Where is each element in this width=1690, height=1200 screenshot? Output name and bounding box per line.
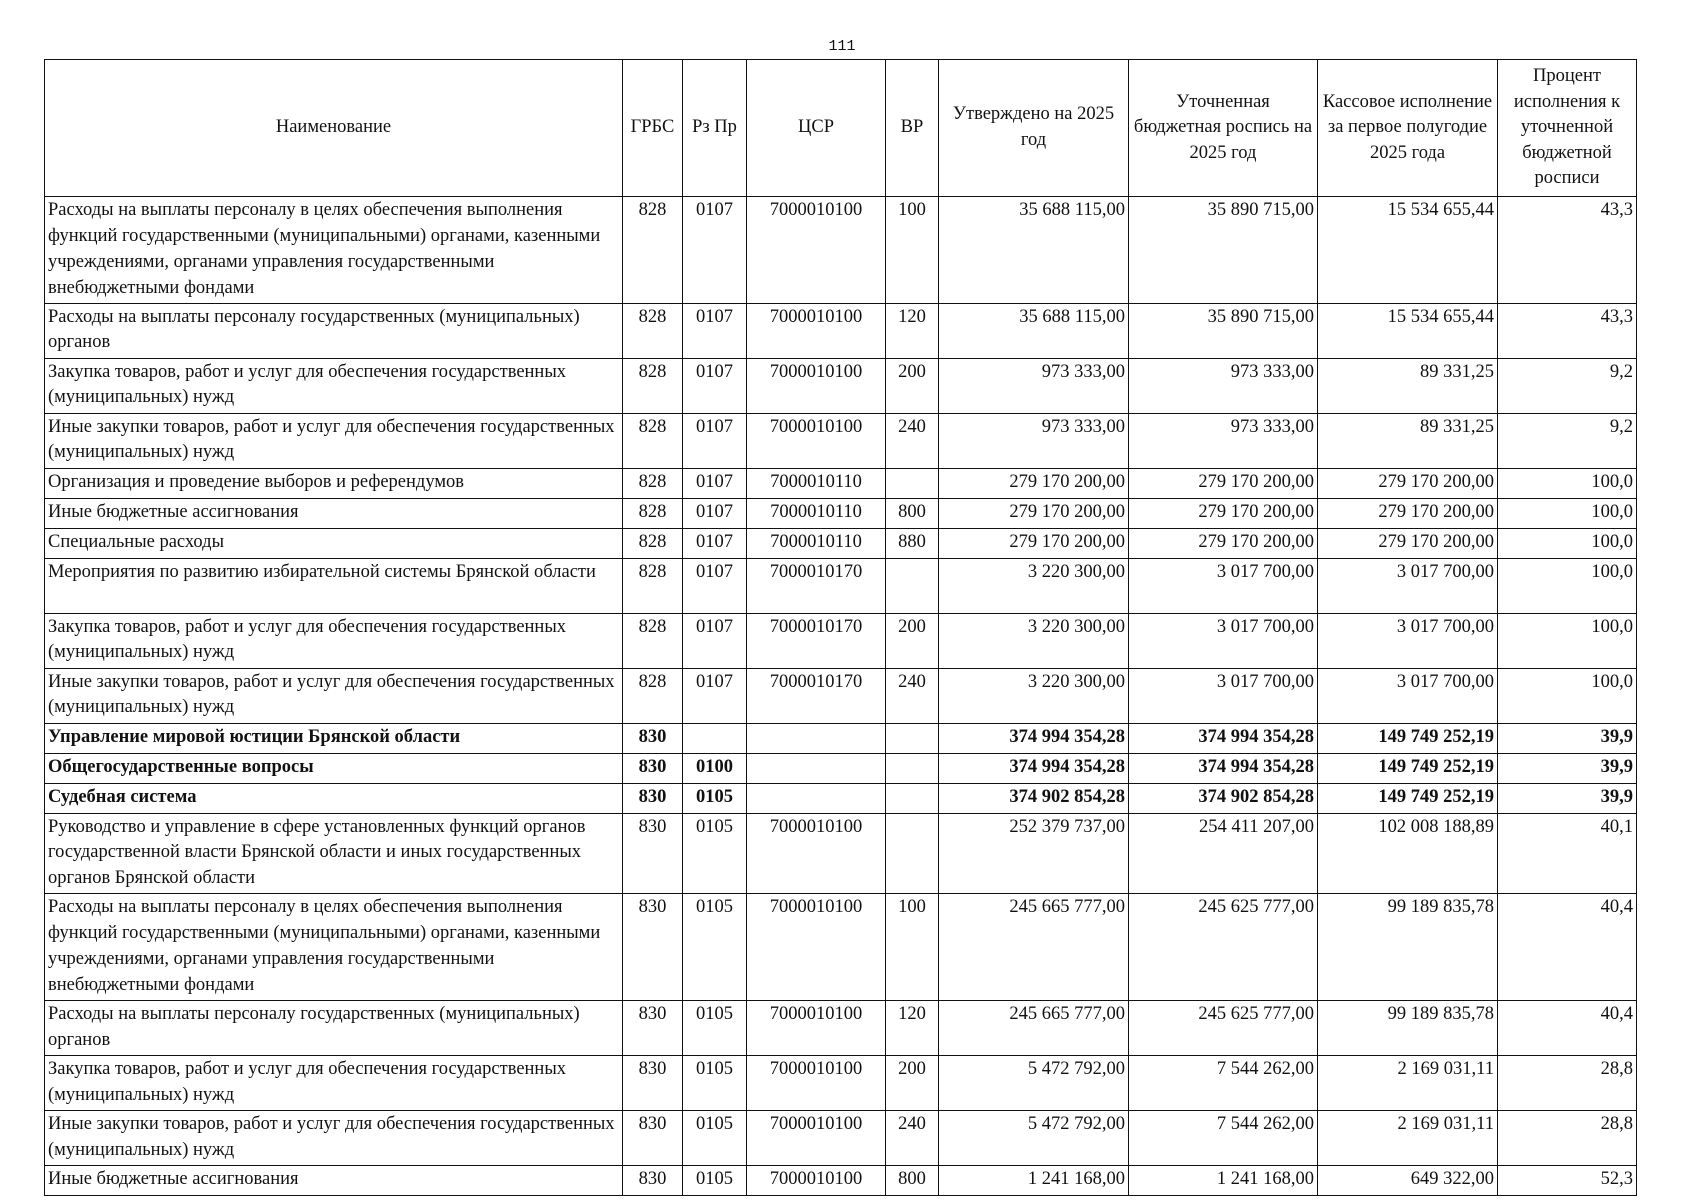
cell-refined: 35 890 715,00 bbox=[1129, 303, 1318, 358]
cell-refined: 279 170 200,00 bbox=[1129, 468, 1318, 498]
cell-grbs: 830 bbox=[623, 1110, 683, 1165]
cell-cash: 279 170 200,00 bbox=[1318, 498, 1498, 528]
cell-name: Иные закупки товаров, работ и услуг для обеспечения государственных (муниципальных) нужд bbox=[45, 1110, 623, 1165]
cell-percent: 52,3 bbox=[1498, 1165, 1637, 1195]
table-row bbox=[45, 813, 1637, 894]
cell-name: Руководство и управление в сфере установленных функций органов государственной власти Брянской области и иных государственных органов Брянской области bbox=[45, 813, 623, 894]
cell-refined: 374 994 354,28 bbox=[1129, 753, 1318, 783]
table-row bbox=[45, 558, 1637, 613]
cell-rzpr: 0107 bbox=[683, 613, 747, 668]
cell-approved: 973 333,00 bbox=[939, 358, 1129, 413]
header-refined: Уточненная бюджетная роспись на 2025 год bbox=[1129, 60, 1318, 197]
cell-vr: 100 bbox=[886, 197, 939, 304]
cell-name: Специальные расходы bbox=[45, 528, 623, 558]
cell-vr: 240 bbox=[886, 668, 939, 723]
cell-approved: 374 994 354,28 bbox=[939, 723, 1129, 753]
cell-vr: 800 bbox=[886, 1165, 939, 1195]
cell-rzpr: 0105 bbox=[683, 813, 747, 894]
cell-csr: 7000010110 bbox=[747, 498, 886, 528]
cell-percent: 100,0 bbox=[1498, 498, 1637, 528]
cell-approved: 374 994 354,28 bbox=[939, 753, 1129, 783]
cell-vr: 200 bbox=[886, 1055, 939, 1110]
cell-approved: 3 220 300,00 bbox=[939, 558, 1129, 613]
cell-grbs: 828 bbox=[623, 197, 683, 304]
cell-rzpr: 0107 bbox=[683, 528, 747, 558]
cell-name: Общегосударственные вопросы bbox=[45, 753, 623, 783]
cell-cash: 102 008 188,89 bbox=[1318, 813, 1498, 894]
cell-rzpr: 0105 bbox=[683, 1165, 747, 1195]
cell-cash: 99 189 835,78 bbox=[1318, 1000, 1498, 1055]
cell-vr bbox=[886, 558, 939, 613]
header-approved: Утверждено на 2025 год bbox=[939, 60, 1129, 197]
cell-approved: 35 688 115,00 bbox=[939, 303, 1129, 358]
cell-rzpr: 0107 bbox=[683, 498, 747, 528]
cell-vr: 120 bbox=[886, 1000, 939, 1055]
header-rzpr: Рз Пр bbox=[683, 60, 747, 197]
table-row bbox=[45, 1055, 1637, 1110]
cell-rzpr: 0107 bbox=[683, 413, 747, 468]
cell-grbs: 830 bbox=[623, 753, 683, 783]
cell-vr bbox=[886, 783, 939, 813]
cell-vr: 240 bbox=[886, 1110, 939, 1165]
cell-refined: 973 333,00 bbox=[1129, 358, 1318, 413]
cell-name: Организация и проведение выборов и референдумов bbox=[45, 468, 623, 498]
cell-grbs: 830 bbox=[623, 894, 683, 1001]
cell-csr: 7000010100 bbox=[747, 358, 886, 413]
cell-cash: 2 169 031,11 bbox=[1318, 1110, 1498, 1165]
table-row bbox=[45, 358, 1637, 413]
cell-grbs: 828 bbox=[623, 413, 683, 468]
header-percent: Процент исполнения к уточненной бюджетной росписи bbox=[1498, 60, 1637, 197]
cell-approved: 35 688 115,00 bbox=[939, 197, 1129, 304]
cell-csr: 7000010100 bbox=[747, 894, 886, 1001]
cell-rzpr: 0107 bbox=[683, 197, 747, 304]
cell-approved: 279 170 200,00 bbox=[939, 498, 1129, 528]
cell-name: Судебная система bbox=[45, 783, 623, 813]
cell-name: Расходы на выплаты персоналу государственных (муниципальных) органов bbox=[45, 1000, 623, 1055]
table-row bbox=[45, 197, 1637, 304]
cell-csr: 7000010100 bbox=[747, 413, 886, 468]
table-row bbox=[45, 1110, 1637, 1165]
cell-cash: 89 331,25 bbox=[1318, 413, 1498, 468]
cell-approved: 245 665 777,00 bbox=[939, 1000, 1129, 1055]
cell-grbs: 830 bbox=[623, 1000, 683, 1055]
cell-percent: 9,2 bbox=[1498, 413, 1637, 468]
header-name: Наименование bbox=[45, 60, 623, 197]
cell-cash: 3 017 700,00 bbox=[1318, 668, 1498, 723]
cell-name: Расходы на выплаты персоналу в целях обеспечения выполнения функций государственными (муниципальными) органами, казенными учреждениями, органами управления государственными внебюджетными фондами bbox=[45, 894, 623, 1001]
cell-name: Закупка товаров, работ и услуг для обеспечения государственных (муниципальных) нужд bbox=[45, 613, 623, 668]
cell-percent: 40,4 bbox=[1498, 894, 1637, 1001]
cell-approved: 1 241 168,00 bbox=[939, 1165, 1129, 1195]
cell-percent: 100,0 bbox=[1498, 613, 1637, 668]
cell-csr: 7000010110 bbox=[747, 468, 886, 498]
cell-rzpr: 0100 bbox=[683, 753, 747, 783]
cell-rzpr: 0107 bbox=[683, 558, 747, 613]
cell-vr: 120 bbox=[886, 303, 939, 358]
header-csr: ЦСР bbox=[747, 60, 886, 197]
cell-approved: 5 472 792,00 bbox=[939, 1055, 1129, 1110]
cell-vr: 800 bbox=[886, 498, 939, 528]
table-row bbox=[45, 413, 1637, 468]
cell-cash: 3 017 700,00 bbox=[1318, 558, 1498, 613]
cell-csr: 7000010100 bbox=[747, 1110, 886, 1165]
cell-refined: 1 241 168,00 bbox=[1129, 1165, 1318, 1195]
cell-cash: 89 331,25 bbox=[1318, 358, 1498, 413]
cell-grbs: 828 bbox=[623, 558, 683, 613]
cell-approved: 973 333,00 bbox=[939, 413, 1129, 468]
cell-name: Иные бюджетные ассигнования bbox=[45, 498, 623, 528]
cell-refined: 35 890 715,00 bbox=[1129, 197, 1318, 304]
cell-grbs: 830 bbox=[623, 1165, 683, 1195]
cell-refined: 7 544 262,00 bbox=[1129, 1110, 1318, 1165]
cell-approved: 279 170 200,00 bbox=[939, 528, 1129, 558]
cell-csr: 7000010100 bbox=[747, 197, 886, 304]
cell-vr bbox=[886, 813, 939, 894]
cell-refined: 973 333,00 bbox=[1129, 413, 1318, 468]
table-header-row bbox=[45, 60, 1637, 197]
cell-approved: 3 220 300,00 bbox=[939, 668, 1129, 723]
cell-approved: 252 379 737,00 bbox=[939, 813, 1129, 894]
cell-percent: 100,0 bbox=[1498, 528, 1637, 558]
cell-csr: 7000010100 bbox=[747, 813, 886, 894]
cell-cash: 149 749 252,19 bbox=[1318, 723, 1498, 753]
header-cash: Кассовое исполнение за первое полугодие 2025 года bbox=[1318, 60, 1498, 197]
cell-csr bbox=[747, 723, 886, 753]
cell-vr: 100 bbox=[886, 894, 939, 1001]
cell-rzpr: 0105 bbox=[683, 1000, 747, 1055]
cell-cash: 99 189 835,78 bbox=[1318, 894, 1498, 1001]
cell-rzpr bbox=[683, 723, 747, 753]
cell-vr: 200 bbox=[886, 613, 939, 668]
cell-grbs: 830 bbox=[623, 723, 683, 753]
cell-cash: 15 534 655,44 bbox=[1318, 197, 1498, 304]
cell-name: Управление мировой юстиции Брянской области bbox=[45, 723, 623, 753]
cell-name: Иные закупки товаров, работ и услуг для обеспечения государственных (муниципальных) нужд bbox=[45, 668, 623, 723]
header-grbs: ГРБС bbox=[623, 60, 683, 197]
cell-refined: 245 625 777,00 bbox=[1129, 1000, 1318, 1055]
cell-percent: 40,1 bbox=[1498, 813, 1637, 894]
cell-csr: 7000010100 bbox=[747, 1000, 886, 1055]
cell-percent: 43,3 bbox=[1498, 197, 1637, 304]
cell-grbs: 828 bbox=[623, 668, 683, 723]
cell-refined: 279 170 200,00 bbox=[1129, 498, 1318, 528]
cell-csr: 7000010100 bbox=[747, 1165, 886, 1195]
table-row bbox=[45, 613, 1637, 668]
cell-name: Закупка товаров, работ и услуг для обеспечения государственных (муниципальных) нужд bbox=[45, 1055, 623, 1110]
cell-refined: 3 017 700,00 bbox=[1129, 613, 1318, 668]
cell-refined: 374 994 354,28 bbox=[1129, 723, 1318, 753]
cell-refined: 245 625 777,00 bbox=[1129, 894, 1318, 1001]
cell-grbs: 830 bbox=[623, 783, 683, 813]
cell-rzpr: 0107 bbox=[683, 468, 747, 498]
cell-name: Расходы на выплаты персоналу государственных (муниципальных) органов bbox=[45, 303, 623, 358]
cell-cash: 2 169 031,11 bbox=[1318, 1055, 1498, 1110]
table-body bbox=[45, 197, 1637, 1196]
cell-percent: 100,0 bbox=[1498, 558, 1637, 613]
cell-rzpr: 0107 bbox=[683, 668, 747, 723]
page-number: 111 bbox=[828, 38, 856, 55]
budget-execution-table bbox=[44, 59, 1637, 1196]
cell-percent: 9,2 bbox=[1498, 358, 1637, 413]
cell-cash: 279 170 200,00 bbox=[1318, 528, 1498, 558]
table-row bbox=[45, 753, 1637, 783]
table-row bbox=[45, 668, 1637, 723]
cell-percent: 28,8 bbox=[1498, 1110, 1637, 1165]
cell-rzpr: 0105 bbox=[683, 783, 747, 813]
cell-cash: 15 534 655,44 bbox=[1318, 303, 1498, 358]
cell-refined: 254 411 207,00 bbox=[1129, 813, 1318, 894]
cell-vr bbox=[886, 723, 939, 753]
cell-percent: 100,0 bbox=[1498, 668, 1637, 723]
cell-percent: 40,4 bbox=[1498, 1000, 1637, 1055]
cell-percent: 39,9 bbox=[1498, 723, 1637, 753]
cell-rzpr: 0105 bbox=[683, 894, 747, 1001]
cell-csr: 7000010100 bbox=[747, 1055, 886, 1110]
cell-name: Закупка товаров, работ и услуг для обеспечения государственных (муниципальных) нужд bbox=[45, 358, 623, 413]
table-row bbox=[45, 723, 1637, 753]
cell-vr bbox=[886, 468, 939, 498]
cell-grbs: 828 bbox=[623, 498, 683, 528]
table-row bbox=[45, 498, 1637, 528]
cell-cash: 149 749 252,19 bbox=[1318, 783, 1498, 813]
cell-csr bbox=[747, 753, 886, 783]
table-row bbox=[45, 894, 1637, 1001]
cell-vr: 880 bbox=[886, 528, 939, 558]
cell-csr: 7000010170 bbox=[747, 613, 886, 668]
cell-rzpr: 0107 bbox=[683, 358, 747, 413]
cell-approved: 279 170 200,00 bbox=[939, 468, 1129, 498]
table-row bbox=[45, 783, 1637, 813]
cell-percent: 100,0 bbox=[1498, 468, 1637, 498]
cell-csr: 7000010170 bbox=[747, 668, 886, 723]
cell-grbs: 828 bbox=[623, 303, 683, 358]
table-row bbox=[45, 528, 1637, 558]
cell-csr: 7000010170 bbox=[747, 558, 886, 613]
cell-csr: 7000010100 bbox=[747, 303, 886, 358]
table-row bbox=[45, 1000, 1637, 1055]
cell-name: Иные бюджетные ассигнования bbox=[45, 1165, 623, 1195]
cell-refined: 279 170 200,00 bbox=[1129, 528, 1318, 558]
cell-cash: 279 170 200,00 bbox=[1318, 468, 1498, 498]
cell-cash: 649 322,00 bbox=[1318, 1165, 1498, 1195]
cell-grbs: 828 bbox=[623, 528, 683, 558]
cell-cash: 149 749 252,19 bbox=[1318, 753, 1498, 783]
table-row bbox=[45, 303, 1637, 358]
header-vr: ВР bbox=[886, 60, 939, 197]
table-row bbox=[45, 1165, 1637, 1195]
cell-approved: 5 472 792,00 bbox=[939, 1110, 1129, 1165]
cell-name: Расходы на выплаты персоналу в целях обеспечения выполнения функций государственными (муниципальными) органами, казенными учреждениями, органами управления государственными внебюджетными фондами bbox=[45, 197, 623, 304]
cell-grbs: 828 bbox=[623, 613, 683, 668]
cell-cash: 3 017 700,00 bbox=[1318, 613, 1498, 668]
table-row bbox=[45, 468, 1637, 498]
cell-name: Мероприятия по развитию избирательной системы Брянской области bbox=[45, 558, 623, 613]
cell-rzpr: 0105 bbox=[683, 1110, 747, 1165]
cell-percent: 28,8 bbox=[1498, 1055, 1637, 1110]
cell-grbs: 828 bbox=[623, 468, 683, 498]
cell-csr: 7000010110 bbox=[747, 528, 886, 558]
cell-name: Иные закупки товаров, работ и услуг для обеспечения государственных (муниципальных) нужд bbox=[45, 413, 623, 468]
cell-vr: 240 bbox=[886, 413, 939, 468]
cell-grbs: 830 bbox=[623, 1055, 683, 1110]
cell-grbs: 828 bbox=[623, 358, 683, 413]
cell-csr bbox=[747, 783, 886, 813]
cell-approved: 374 902 854,28 bbox=[939, 783, 1129, 813]
cell-approved: 245 665 777,00 bbox=[939, 894, 1129, 1001]
cell-refined: 374 902 854,28 bbox=[1129, 783, 1318, 813]
cell-percent: 39,9 bbox=[1498, 783, 1637, 813]
cell-vr bbox=[886, 753, 939, 783]
cell-grbs: 830 bbox=[623, 813, 683, 894]
cell-refined: 3 017 700,00 bbox=[1129, 668, 1318, 723]
cell-percent: 43,3 bbox=[1498, 303, 1637, 358]
cell-rzpr: 0105 bbox=[683, 1055, 747, 1110]
cell-percent: 39,9 bbox=[1498, 753, 1637, 783]
cell-approved: 3 220 300,00 bbox=[939, 613, 1129, 668]
cell-rzpr: 0107 bbox=[683, 303, 747, 358]
cell-refined: 7 544 262,00 bbox=[1129, 1055, 1318, 1110]
cell-refined: 3 017 700,00 bbox=[1129, 558, 1318, 613]
cell-vr: 200 bbox=[886, 358, 939, 413]
